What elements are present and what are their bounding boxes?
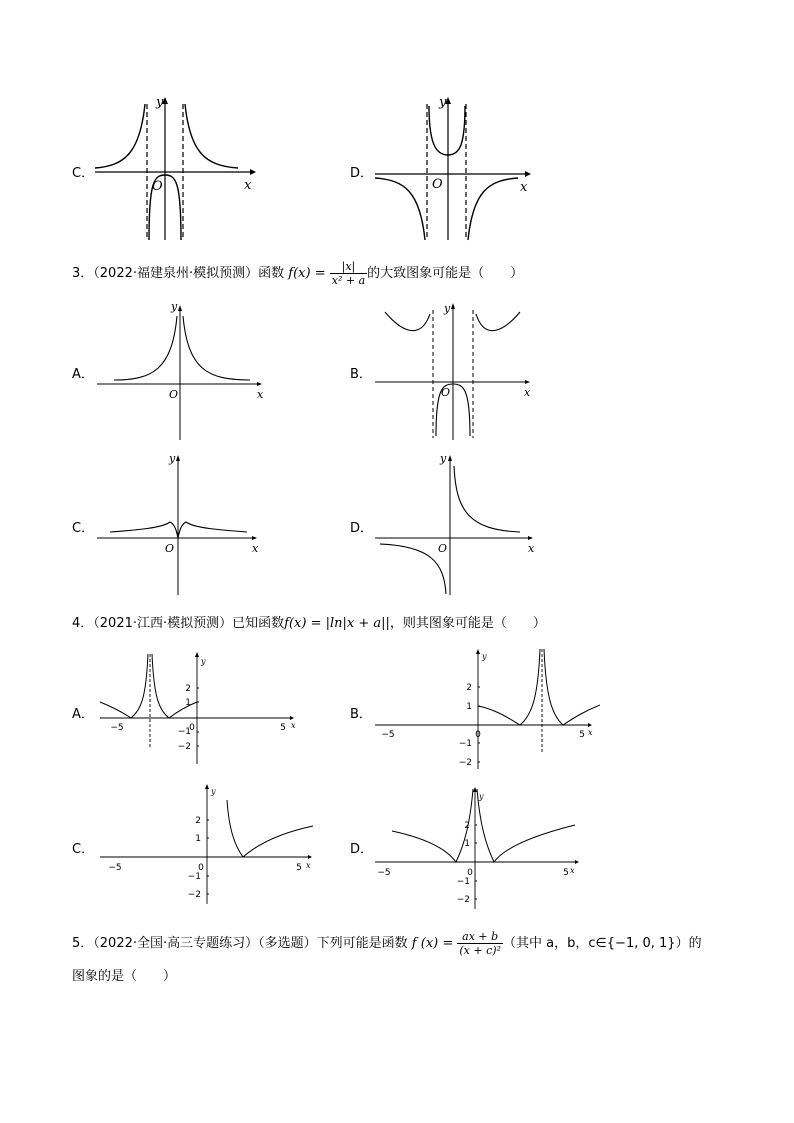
origin-label: O bbox=[432, 177, 443, 192]
q3-option-b-label: B． bbox=[350, 367, 372, 382]
x-axis-arrow bbox=[525, 171, 531, 177]
svg-text:0: 0 bbox=[198, 863, 204, 873]
svg-text:y: y bbox=[201, 657, 206, 666]
svg-text:y: y bbox=[171, 300, 178, 313]
x-label: x bbox=[520, 180, 528, 195]
svg-text:−5: −5 bbox=[381, 730, 395, 740]
svg-text:1: 1 bbox=[185, 698, 191, 708]
svg-text:2: 2 bbox=[466, 683, 472, 693]
svg-text:x: x bbox=[588, 728, 593, 737]
q5-fraction bbox=[457, 930, 503, 957]
q4-option-b-graph bbox=[370, 645, 600, 773]
svg-text:5: 5 bbox=[579, 730, 585, 740]
q3-stem-before: 函数 bbox=[258, 266, 285, 281]
svg-text:−2: −2 bbox=[177, 742, 191, 752]
q5-stem-mid: （其中 a，b，c∈{−1, 0, 1}）的 bbox=[502, 936, 702, 951]
svg-text:−5: −5 bbox=[110, 723, 124, 733]
q3-frac-num: |x| bbox=[330, 260, 367, 274]
prev-option-d-graph bbox=[370, 92, 540, 244]
q4-func: f(x) = |ln|x + a|| bbox=[284, 616, 390, 631]
q5-stem-line2: 图象的是（ ） bbox=[72, 969, 177, 984]
q5-number: 5． bbox=[72, 936, 94, 951]
q4-stem bbox=[72, 612, 546, 631]
q4-option-b-label: B． bbox=[350, 707, 372, 722]
svg-text:O: O bbox=[165, 542, 175, 555]
curve-right bbox=[468, 178, 518, 240]
prev-option-d-label: D． bbox=[350, 166, 374, 181]
q4-option-a-graph bbox=[95, 650, 300, 768]
svg-text:−5: −5 bbox=[377, 868, 391, 878]
q4-option-d-label: D． bbox=[350, 842, 374, 857]
y-label: y bbox=[439, 95, 447, 110]
q3-stem bbox=[72, 260, 523, 287]
q5-stem bbox=[72, 930, 702, 957]
curve-right bbox=[185, 104, 238, 168]
svg-text:O: O bbox=[169, 388, 179, 401]
svg-text:−2: −2 bbox=[458, 758, 472, 768]
svg-text:y: y bbox=[440, 452, 447, 465]
prev-option-c-label: C． bbox=[72, 166, 95, 181]
svg-text:1: 1 bbox=[464, 839, 470, 849]
x-label: x bbox=[244, 178, 252, 193]
svg-text:−1: −1 bbox=[458, 739, 472, 749]
q3-fraction bbox=[330, 260, 367, 287]
curve-left bbox=[95, 104, 145, 168]
svg-text:x: x bbox=[306, 861, 311, 870]
q4-option-a-label: A． bbox=[72, 707, 94, 722]
svg-text:x: x bbox=[570, 866, 575, 875]
q3-option-c-graph bbox=[92, 452, 272, 600]
q4-option-c-graph bbox=[95, 780, 320, 908]
q3-option-a-graph bbox=[92, 300, 272, 445]
svg-text:O: O bbox=[441, 386, 451, 399]
svg-text:−2: −2 bbox=[187, 890, 201, 900]
svg-text:5: 5 bbox=[563, 868, 569, 878]
svg-text:1: 1 bbox=[195, 834, 201, 844]
q4-number: 4． bbox=[72, 616, 94, 631]
svg-text:5: 5 bbox=[296, 863, 302, 873]
svg-text:x: x bbox=[252, 542, 259, 555]
q3-option-d-label: D． bbox=[350, 521, 374, 536]
q3-source: （2022·福建泉州·模拟预测） bbox=[93, 266, 259, 281]
svg-text:0: 0 bbox=[467, 868, 473, 878]
svg-text:−1: −1 bbox=[177, 727, 191, 737]
curve-middle bbox=[429, 106, 465, 155]
svg-text:−2: −2 bbox=[456, 895, 470, 905]
q3-option-c-label: C． bbox=[72, 521, 95, 536]
q3-frac-den: x² + a bbox=[331, 274, 366, 287]
q4-option-c-label: C． bbox=[72, 842, 95, 857]
svg-text:x: x bbox=[257, 388, 264, 401]
svg-text:y: y bbox=[444, 302, 451, 315]
q4-option-d-graph bbox=[370, 785, 585, 913]
q3-func-lhs: f(x) = bbox=[288, 266, 326, 281]
svg-text:O: O bbox=[438, 542, 448, 555]
svg-text:−1: −1 bbox=[456, 877, 470, 887]
svg-text:y: y bbox=[211, 787, 216, 796]
svg-text:−5: −5 bbox=[108, 863, 122, 873]
q4-stem-after: ，则其图象可能是（ ） bbox=[389, 616, 546, 631]
origin-label: O bbox=[152, 179, 163, 194]
q5-stem-before: 下列可能是函数 bbox=[316, 936, 408, 951]
svg-text:y: y bbox=[169, 452, 176, 465]
svg-text:0: 0 bbox=[475, 730, 481, 740]
x-axis-arrow bbox=[250, 169, 256, 175]
svg-text:y: y bbox=[482, 652, 487, 661]
svg-text:2: 2 bbox=[185, 684, 191, 694]
q5-func-lhs: f (x) = bbox=[411, 936, 454, 951]
svg-text:x: x bbox=[528, 542, 535, 555]
svg-text:0: 0 bbox=[189, 723, 195, 733]
q3-option-a-label: A． bbox=[72, 367, 94, 382]
svg-text:2: 2 bbox=[464, 821, 470, 831]
curve-left bbox=[375, 178, 425, 240]
svg-text:−1: −1 bbox=[187, 872, 201, 882]
svg-text:2: 2 bbox=[195, 816, 201, 826]
y-label: y bbox=[156, 95, 164, 110]
svg-text:1: 1 bbox=[466, 702, 472, 712]
q3-number: 3． bbox=[72, 266, 94, 281]
q3-option-d-graph bbox=[370, 452, 540, 600]
q5-frac-num: ax + b bbox=[457, 930, 503, 944]
q4-stem-before: 已知函数 bbox=[232, 616, 285, 631]
q5-frac-den: (x + c)² bbox=[459, 944, 501, 957]
q3-option-b-graph bbox=[370, 300, 540, 445]
prev-option-c-graph bbox=[90, 92, 260, 244]
q5-source: （2022·全国·高三专题练习）（多选题） bbox=[93, 936, 317, 951]
q3-stem-after: 的大致图象可能是（ ） bbox=[367, 266, 524, 281]
q4-source: （2021·江西·模拟预测） bbox=[93, 616, 233, 631]
svg-text:5: 5 bbox=[280, 723, 286, 733]
svg-text:y: y bbox=[479, 792, 484, 801]
svg-text:x: x bbox=[291, 721, 296, 730]
svg-text:x: x bbox=[524, 386, 531, 399]
